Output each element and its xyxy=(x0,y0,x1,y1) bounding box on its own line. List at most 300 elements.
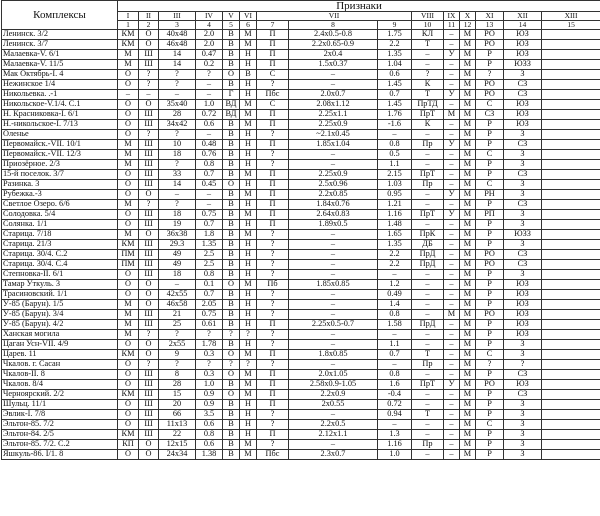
sign-cell: З xyxy=(504,160,542,170)
sign-cell: 1.35 xyxy=(378,240,412,250)
complex-name: Никольевка. .-1 xyxy=(2,90,118,100)
sign-cell: ~2.1х0.45 xyxy=(289,130,378,140)
sign-cell: О xyxy=(139,30,159,40)
sign-cell: – xyxy=(412,200,444,210)
sign-cell: 1.0 xyxy=(196,380,223,390)
sign-cell: 42х55 xyxy=(159,290,196,300)
sign-cell: О xyxy=(118,360,139,370)
sign-cell: Р xyxy=(476,370,504,380)
sign-cell: М xyxy=(460,440,476,450)
sign-cell: 49 xyxy=(159,250,196,260)
sign-cell: М xyxy=(460,90,476,100)
sign-cell: РО xyxy=(476,90,504,100)
sign-cell: М xyxy=(460,420,476,430)
sign-cell xyxy=(542,350,600,360)
sign-cell: – xyxy=(159,90,196,100)
sign-cell: – xyxy=(196,190,223,200)
sign-cell: В xyxy=(223,210,240,220)
sign-cell: 18 xyxy=(159,150,196,160)
sign-cell: – xyxy=(289,150,378,160)
sign-cell: О xyxy=(118,190,139,200)
sign-cell: 1.16 xyxy=(378,440,412,450)
sign-cell: М xyxy=(240,280,257,290)
sign-cell xyxy=(542,400,600,410)
sign-cell: – xyxy=(412,310,444,320)
complex-name: Старица. 21/3 xyxy=(2,240,118,250)
sign-cell: Н xyxy=(240,420,257,430)
sign-cell: С xyxy=(476,180,504,190)
sign-cell: ? xyxy=(139,80,159,90)
sign-cell: Н xyxy=(240,400,257,410)
sign-cell: РО xyxy=(476,260,504,270)
table-row xyxy=(2,180,600,190)
sign-cell: 35х40 xyxy=(159,100,196,110)
sign-cell: – xyxy=(289,250,378,260)
sign-cell: М xyxy=(460,170,476,180)
sign-cell: О xyxy=(223,70,240,80)
sign-cell: 1.5х0.37 xyxy=(289,60,378,70)
column-number: 6 xyxy=(240,21,257,30)
sign-cell: М xyxy=(460,240,476,250)
complex-name: Малаевка-V. 11/5 xyxy=(2,60,118,70)
complex-name: Тамар Уткуль. 3 xyxy=(2,280,118,290)
complex-name: Чкалов-II. 8 xyxy=(2,370,118,380)
group-header: II xyxy=(139,12,159,21)
sign-cell xyxy=(542,50,600,60)
sign-cell: М xyxy=(240,380,257,390)
sign-cell: ? xyxy=(257,340,289,350)
sign-cell: 0.8 xyxy=(196,430,223,440)
sign-cell: О xyxy=(118,80,139,90)
sign-cell: Ш xyxy=(139,110,159,120)
sign-cell: Н xyxy=(240,430,257,440)
sign-cell xyxy=(542,330,600,340)
sign-cell: М xyxy=(460,450,476,460)
sign-cell: М xyxy=(240,370,257,380)
sign-cell: ? xyxy=(504,360,542,370)
sign-cell: – xyxy=(289,310,378,320)
sign-cell: П xyxy=(257,60,289,70)
sign-cell: ? xyxy=(196,70,223,80)
sign-cell: -0.4 xyxy=(378,390,412,400)
sign-cell: З xyxy=(504,450,542,460)
sign-cell: ? xyxy=(159,330,196,340)
sign-cell: Г xyxy=(223,90,240,100)
table-row xyxy=(2,340,600,350)
complex-name: Ленинск. 3/7 xyxy=(2,40,118,50)
sign-cell: – xyxy=(444,170,460,180)
sign-cell xyxy=(542,40,600,50)
complex-name: Степновка-II. 6/1 xyxy=(2,270,118,280)
sign-cell: – xyxy=(444,290,460,300)
sign-cell: ДБ xyxy=(412,240,444,250)
sign-cell: М xyxy=(460,190,476,200)
sign-cell: ? xyxy=(257,420,289,430)
sign-cell: ЮЗ xyxy=(504,30,542,40)
sign-cell: – xyxy=(289,300,378,310)
group-header: V xyxy=(223,12,240,21)
complex-name: Первомайск.-VII. 12/3 xyxy=(2,150,118,160)
sign-cell: 1.75 xyxy=(378,30,412,40)
table-row xyxy=(2,80,600,90)
sign-cell: – xyxy=(159,280,196,290)
column-number: 1 xyxy=(118,21,139,30)
sign-cell: 1.8 xyxy=(196,230,223,240)
table-row xyxy=(2,120,600,130)
sign-cell: ? xyxy=(257,160,289,170)
table-row xyxy=(2,380,600,390)
group-header: VI xyxy=(240,12,257,21)
sign-cell: В xyxy=(223,450,240,460)
sign-cell: ЮЗ xyxy=(504,110,542,120)
sign-cell: ? xyxy=(257,270,289,280)
sign-cell: Р xyxy=(476,330,504,340)
column-number: 10 xyxy=(412,21,444,30)
sign-cell: 0.2 xyxy=(196,60,223,70)
sign-cell: П xyxy=(257,140,289,150)
sign-cell: О xyxy=(223,180,240,190)
table-row xyxy=(2,240,600,250)
sign-cell: – xyxy=(412,430,444,440)
column-number: 7 xyxy=(257,21,289,30)
sign-cell: – xyxy=(444,260,460,270)
sign-cell: О xyxy=(139,340,159,350)
sign-cell: РО xyxy=(476,250,504,260)
sign-cell: О xyxy=(118,210,139,220)
sign-cell: М xyxy=(460,140,476,150)
sign-cell: Н xyxy=(240,240,257,250)
sign-cell: Р xyxy=(476,240,504,250)
sign-cell: М xyxy=(444,310,460,320)
sign-cell: С xyxy=(476,420,504,430)
sign-cell: – xyxy=(412,130,444,140)
sign-cell: КМ xyxy=(118,350,139,360)
sign-cell: – xyxy=(444,220,460,230)
column-number: 2 xyxy=(139,21,159,30)
sign-cell xyxy=(542,80,600,90)
sign-cell: 36х38 xyxy=(159,230,196,240)
sign-cell: П xyxy=(257,210,289,220)
sign-cell xyxy=(542,180,600,190)
sign-cell: 0.3 xyxy=(196,350,223,360)
sign-cell: – xyxy=(444,180,460,190)
sign-cell: М xyxy=(460,180,476,190)
sign-cell: 1.2 xyxy=(378,280,412,290)
sign-cell: Н xyxy=(240,160,257,170)
group-header: III xyxy=(159,12,196,21)
sign-cell: ? xyxy=(159,200,196,210)
sign-cell: М xyxy=(240,100,257,110)
sign-cell: 2х55 xyxy=(159,340,196,350)
sign-cell xyxy=(542,160,600,170)
sign-cell: З xyxy=(504,220,542,230)
sign-cell: – xyxy=(444,160,460,170)
sign-cell: ЮЗ xyxy=(504,280,542,290)
sign-cell: Р xyxy=(476,440,504,450)
sign-cell: – xyxy=(159,190,196,200)
sign-cell: М xyxy=(118,330,139,340)
sign-cell: – xyxy=(196,90,223,100)
column-number: 14 xyxy=(504,21,542,30)
sign-cell: М xyxy=(460,120,476,130)
sign-cell: ? xyxy=(476,360,504,370)
sign-cell: В xyxy=(223,320,240,330)
sign-cell: ЮЗ xyxy=(504,300,542,310)
sign-cell: 0.45 xyxy=(196,180,223,190)
table-header xyxy=(2,1,600,30)
sign-cell: П xyxy=(257,200,289,210)
sign-cell: В xyxy=(223,120,240,130)
sign-cell: 28 xyxy=(159,110,196,120)
sign-cell: 0.61 xyxy=(196,320,223,330)
sign-cell: ПрД xyxy=(412,320,444,330)
sign-cell: М xyxy=(118,150,139,160)
sign-cell: 1.3 xyxy=(378,430,412,440)
sign-cell: М xyxy=(240,40,257,50)
sign-cell: М xyxy=(444,110,460,120)
sign-cell: С xyxy=(257,100,289,110)
column-number: 13 xyxy=(476,21,504,30)
sign-cell xyxy=(542,100,600,110)
sign-cell: ? xyxy=(257,240,289,250)
table-row xyxy=(2,300,600,310)
sign-cell: П xyxy=(257,120,289,130)
sign-cell: Ш xyxy=(139,210,159,220)
sign-cell: Пб xyxy=(257,280,289,290)
sign-cell: М xyxy=(240,440,257,450)
table-row xyxy=(2,310,600,320)
sign-cell xyxy=(542,210,600,220)
sign-cell: М xyxy=(460,360,476,370)
sign-cell: М xyxy=(460,110,476,120)
sign-cell: Н xyxy=(240,90,257,100)
sign-cell: ? xyxy=(139,70,159,80)
sign-cell: О xyxy=(139,290,159,300)
sign-cell: – xyxy=(444,60,460,70)
sign-cell: О xyxy=(139,300,159,310)
sign-cell: – xyxy=(412,290,444,300)
sign-cell: – xyxy=(412,300,444,310)
sign-cell: – xyxy=(412,150,444,160)
sign-cell xyxy=(542,420,600,430)
sign-cell: ПрТ xyxy=(412,210,444,220)
sign-cell: – xyxy=(444,300,460,310)
sign-cell: Н xyxy=(240,260,257,270)
complex-name: Малаевка-V. 6/1 xyxy=(2,50,118,60)
sign-cell: 0.6 xyxy=(378,70,412,80)
sign-cell: Р xyxy=(476,410,504,420)
column-number: 5 xyxy=(223,21,240,30)
sign-cell: КМ xyxy=(118,430,139,440)
sign-cell: ЮЗЗ xyxy=(504,60,542,70)
sign-cell: 8 xyxy=(159,370,196,380)
sign-cell: С xyxy=(476,100,504,110)
table-row xyxy=(2,150,600,160)
sign-cell xyxy=(542,310,600,320)
sign-cell: М xyxy=(240,120,257,130)
sign-cell: М xyxy=(460,220,476,230)
sign-cell: 28 xyxy=(159,380,196,390)
sign-cell: М xyxy=(460,80,476,90)
table-row xyxy=(2,370,600,380)
sign-cell xyxy=(542,260,600,270)
complex-name: Яшкуль-86. I/1. 8 xyxy=(2,450,118,460)
sign-cell: З xyxy=(504,400,542,410)
sign-cell: О xyxy=(118,130,139,140)
sign-cell: СЗ xyxy=(504,260,542,270)
sign-cell: 2.2 xyxy=(378,40,412,50)
sign-cell: Н xyxy=(240,200,257,210)
sign-cell: М xyxy=(460,70,476,80)
sign-cell: Р xyxy=(476,400,504,410)
table-row xyxy=(2,190,600,200)
sign-cell: – xyxy=(289,440,378,450)
sign-cell: Н xyxy=(240,80,257,90)
sign-cell: Н xyxy=(240,270,257,280)
sign-cell: ПрТ xyxy=(412,380,444,390)
sign-cell: – xyxy=(412,330,444,340)
sign-cell: Ш xyxy=(139,370,159,380)
sign-cell: У xyxy=(444,190,460,200)
sign-cell: 0.5 xyxy=(378,150,412,160)
sign-cell: 2.25х1.1 xyxy=(289,110,378,120)
sign-cell xyxy=(542,370,600,380)
sign-cell: О xyxy=(118,110,139,120)
sign-cell xyxy=(542,240,600,250)
sign-cell: М xyxy=(240,110,257,120)
sign-cell: М xyxy=(460,280,476,290)
sign-cell: В xyxy=(223,220,240,230)
sign-cell: ? xyxy=(240,330,257,340)
column-number: 12 xyxy=(460,21,476,30)
sign-cell: О xyxy=(118,170,139,180)
sign-cell: Н xyxy=(240,50,257,60)
sign-cell: Пбс xyxy=(257,450,289,460)
sign-cell: Т xyxy=(412,410,444,420)
sign-cell: Р xyxy=(476,200,504,210)
sign-cell: Н xyxy=(240,150,257,160)
sign-cell: 0.8 xyxy=(378,310,412,320)
sign-cell: 2.2 xyxy=(378,260,412,270)
sign-cell: 0.1 xyxy=(196,280,223,290)
sign-cell xyxy=(542,230,600,240)
sign-cell xyxy=(542,130,600,140)
sign-cell: 1.48 xyxy=(378,220,412,230)
sign-cell: В xyxy=(223,230,240,240)
table-row xyxy=(2,220,600,230)
sign-cell: Ш xyxy=(139,430,159,440)
sign-cell: 46х48 xyxy=(159,40,196,50)
sign-cell: Т xyxy=(412,90,444,100)
sign-cell: Пр xyxy=(412,140,444,150)
sign-cell: 19 xyxy=(159,220,196,230)
sign-cell: З xyxy=(504,70,542,80)
sign-cell: ЮЗ xyxy=(504,320,542,330)
sign-cell: З xyxy=(504,420,542,430)
sign-cell: – xyxy=(289,230,378,240)
table-row xyxy=(2,210,600,220)
sign-cell: ? xyxy=(257,360,289,370)
sign-cell: М xyxy=(460,330,476,340)
sign-cell: – xyxy=(444,40,460,50)
sign-cell: О xyxy=(223,390,240,400)
sign-cell: СЗ xyxy=(504,90,542,100)
complex-name: Приозёрное. 2/3 xyxy=(2,160,118,170)
sign-cell: 14 xyxy=(159,180,196,190)
sign-cell: 2.0х0.7 xyxy=(289,90,378,100)
sign-cell: ВД xyxy=(223,110,240,120)
sign-cell: ПМ xyxy=(118,250,139,260)
sign-cell: О xyxy=(139,100,159,110)
sign-cell: 2.12х1.1 xyxy=(289,430,378,440)
sign-cell: Р xyxy=(476,320,504,330)
table-row xyxy=(2,430,600,440)
sign-cell: 2.2х0.65-0.9 xyxy=(289,40,378,50)
sign-cell: П xyxy=(257,190,289,200)
sign-cell: Пр xyxy=(412,180,444,190)
sign-cell: 2.2 xyxy=(378,250,412,260)
complex-name: Солодовка. 5/4 xyxy=(2,210,118,220)
sign-cell: – xyxy=(412,450,444,460)
table-row xyxy=(2,160,600,170)
sign-cell: ? xyxy=(196,360,223,370)
sign-cell: В xyxy=(223,240,240,250)
sign-cell: – xyxy=(444,360,460,370)
sign-cell: СЗ xyxy=(504,390,542,400)
sign-cell: 2.4х0.5-0.8 xyxy=(289,30,378,40)
sign-cell: РП xyxy=(476,210,504,220)
sign-cell xyxy=(542,220,600,230)
sign-cell: – xyxy=(139,90,159,100)
sign-cell: В xyxy=(223,250,240,260)
sign-cell xyxy=(542,450,600,460)
sign-cell: В xyxy=(223,80,240,90)
sign-cell: О xyxy=(118,290,139,300)
complex-name: Н. Красниковка-I. 6/1 xyxy=(2,110,118,120)
group-header: XII xyxy=(504,12,542,21)
sign-cell: 1.65 xyxy=(378,230,412,240)
sign-cell: – xyxy=(289,340,378,350)
sign-cell: Р xyxy=(476,130,504,140)
sign-cell: В xyxy=(223,150,240,160)
sign-cell: 0.75 xyxy=(196,310,223,320)
sign-cell: 1.04 xyxy=(378,60,412,70)
sign-cell: В xyxy=(223,440,240,450)
sign-cell: О xyxy=(118,100,139,110)
sign-cell: – xyxy=(444,230,460,240)
sign-cell: ПрТ xyxy=(412,170,444,180)
sign-cell: – xyxy=(412,160,444,170)
table-row xyxy=(2,90,600,100)
sign-cell: 2.0х1.05 xyxy=(289,370,378,380)
sign-cell xyxy=(542,150,600,160)
column-number: 4 xyxy=(196,21,223,30)
sign-cell: 2.08х1.12 xyxy=(289,100,378,110)
table-row xyxy=(2,440,600,450)
sign-cell: – xyxy=(444,390,460,400)
sign-cell: 1.35 xyxy=(378,50,412,60)
column-number: 9 xyxy=(378,21,412,30)
sign-cell: П xyxy=(257,430,289,440)
sign-cell: М xyxy=(460,300,476,310)
sign-cell: П xyxy=(257,40,289,50)
sign-cell: ? xyxy=(257,150,289,160)
sign-cell: ЮЗЗ xyxy=(504,230,542,240)
sign-cell: К xyxy=(412,80,444,90)
sign-cell: – xyxy=(412,280,444,290)
sign-cell xyxy=(542,70,600,80)
group-header: XI xyxy=(476,12,504,21)
